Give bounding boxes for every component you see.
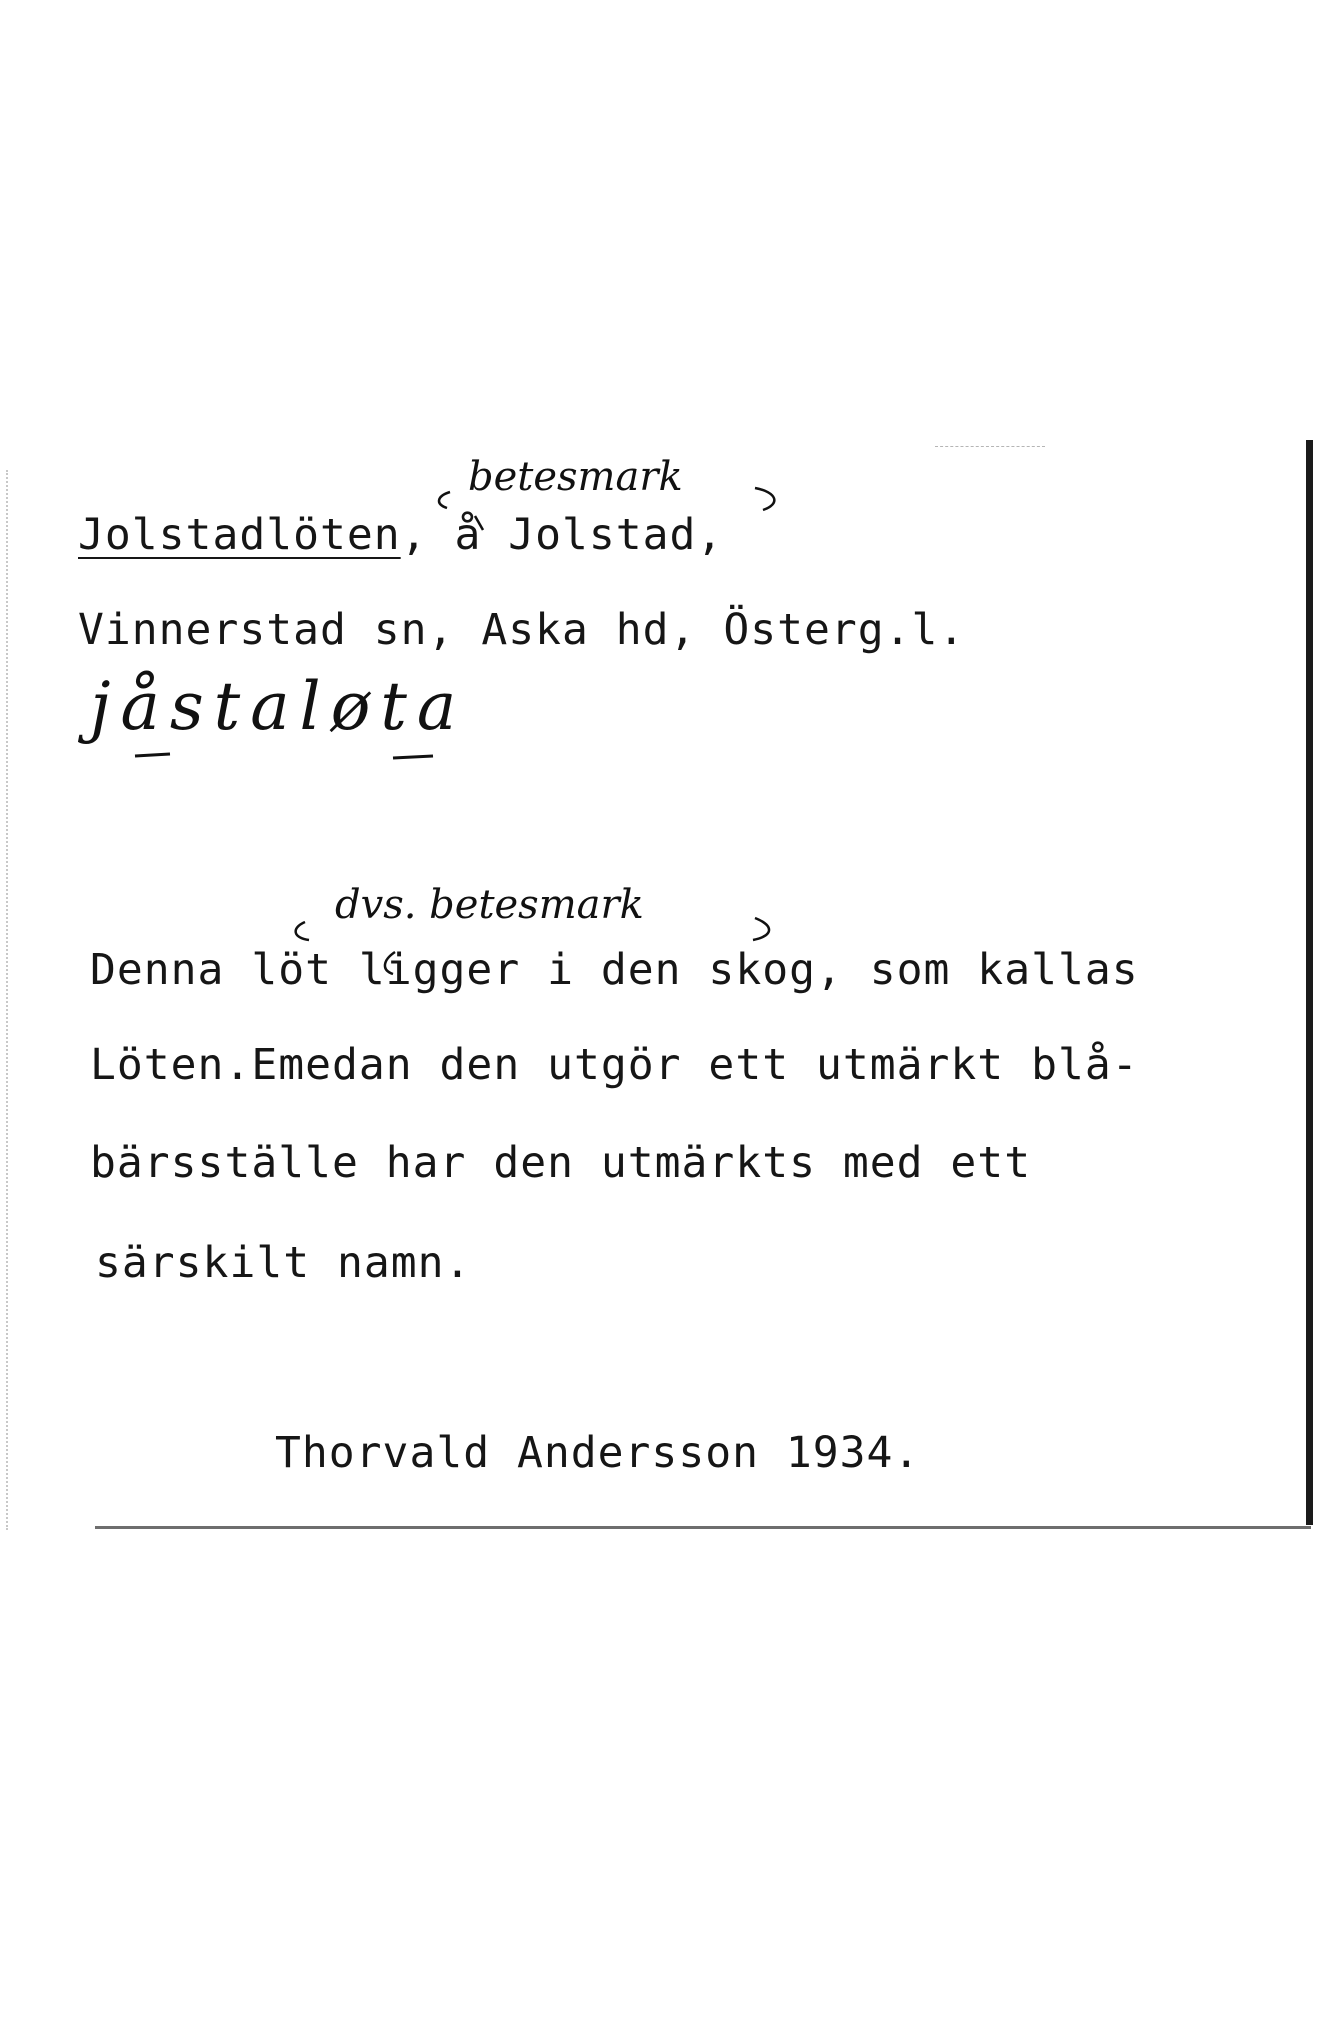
scan-edge-marks xyxy=(6,470,10,1530)
handwritten-annotation-top: betesmark xyxy=(468,454,683,500)
place-name: Jolstadlöten xyxy=(78,510,401,560)
handwritten-dialect-form: jåstaløta xyxy=(90,668,467,745)
place-name-line xyxy=(78,510,723,560)
card-bottom-edge xyxy=(95,1526,1311,1529)
description-line-4: särskilt namn. xyxy=(95,1238,472,1288)
card-top-edge xyxy=(935,446,1045,448)
card-right-edge xyxy=(1306,440,1313,1525)
description-line-1: Denna löt ligger i den skog, som kallas xyxy=(90,945,1139,995)
informant-signature: Thorvald Andersson 1934. xyxy=(275,1428,921,1478)
description-line-3: bärsställe har den utmärkts med ett xyxy=(90,1138,1032,1188)
parish-district-line: Vinnerstad sn, Aska hd, Österg.l. xyxy=(78,605,966,655)
dialect-form-underline-marks xyxy=(95,750,475,790)
handwritten-annotation-mid: dvs. betesmark xyxy=(335,882,644,928)
description-line-2: Löten.Emedan den utgör ett utmärkt blå- xyxy=(90,1040,1139,1090)
place-location: , å Jolstad, xyxy=(400,510,724,560)
